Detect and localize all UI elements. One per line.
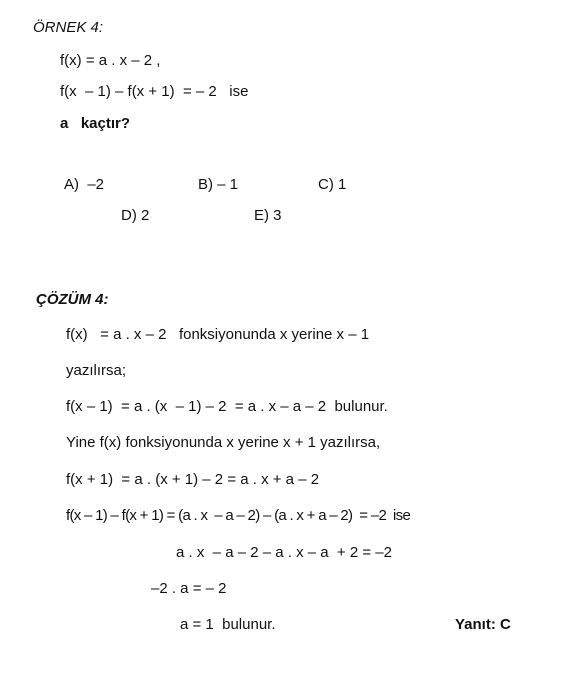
solution-line-5: f(x + 1) = a . (x + 1) – 2 = a . x + a – 2 bbox=[66, 471, 320, 488]
solution-line-2: yazılırsa; bbox=[66, 362, 127, 379]
option-b: B) – 1 bbox=[198, 176, 239, 193]
solution-line-8: –2 . a = – 2 bbox=[151, 580, 227, 597]
solution-title: ÇÖZÜM 4: bbox=[36, 291, 109, 308]
example-line-1: f(x) = a . x – 2 , bbox=[60, 52, 161, 69]
option-d: D) 2 bbox=[121, 207, 150, 224]
solution-line-1: f(x) = a . x – 2 fonksiyonunda x yerine x – 1 bbox=[66, 326, 370, 343]
option-a: A) –2 bbox=[64, 176, 105, 193]
answer-label: Yanıt: C bbox=[455, 616, 511, 633]
example-line-2: f(x – 1) – f(x + 1) = – 2 ise bbox=[60, 83, 249, 100]
solution-line-6: f(x – 1) – f(x + 1) = (a . x – a – 2) – (a . x + a – 2) = –2 ise bbox=[66, 507, 411, 524]
example-question: a kaçtır? bbox=[60, 115, 131, 132]
option-c: C) 1 bbox=[318, 176, 347, 193]
solution-line-4: Yine f(x) fonksiyonunda x yerine x + 1 yazılırsa, bbox=[66, 434, 381, 451]
option-e: E) 3 bbox=[254, 207, 282, 224]
solution-line-3: f(x – 1) = a . (x – 1) – 2 = a . x – a – 2 bulunur. bbox=[66, 398, 388, 415]
example-title: ÖRNEK 4: bbox=[33, 19, 104, 36]
solution-line-9: a = 1 bulunur. bbox=[180, 616, 276, 633]
solution-line-7: a . x – a – 2 – a . x – a + 2 = –2 bbox=[176, 544, 392, 561]
